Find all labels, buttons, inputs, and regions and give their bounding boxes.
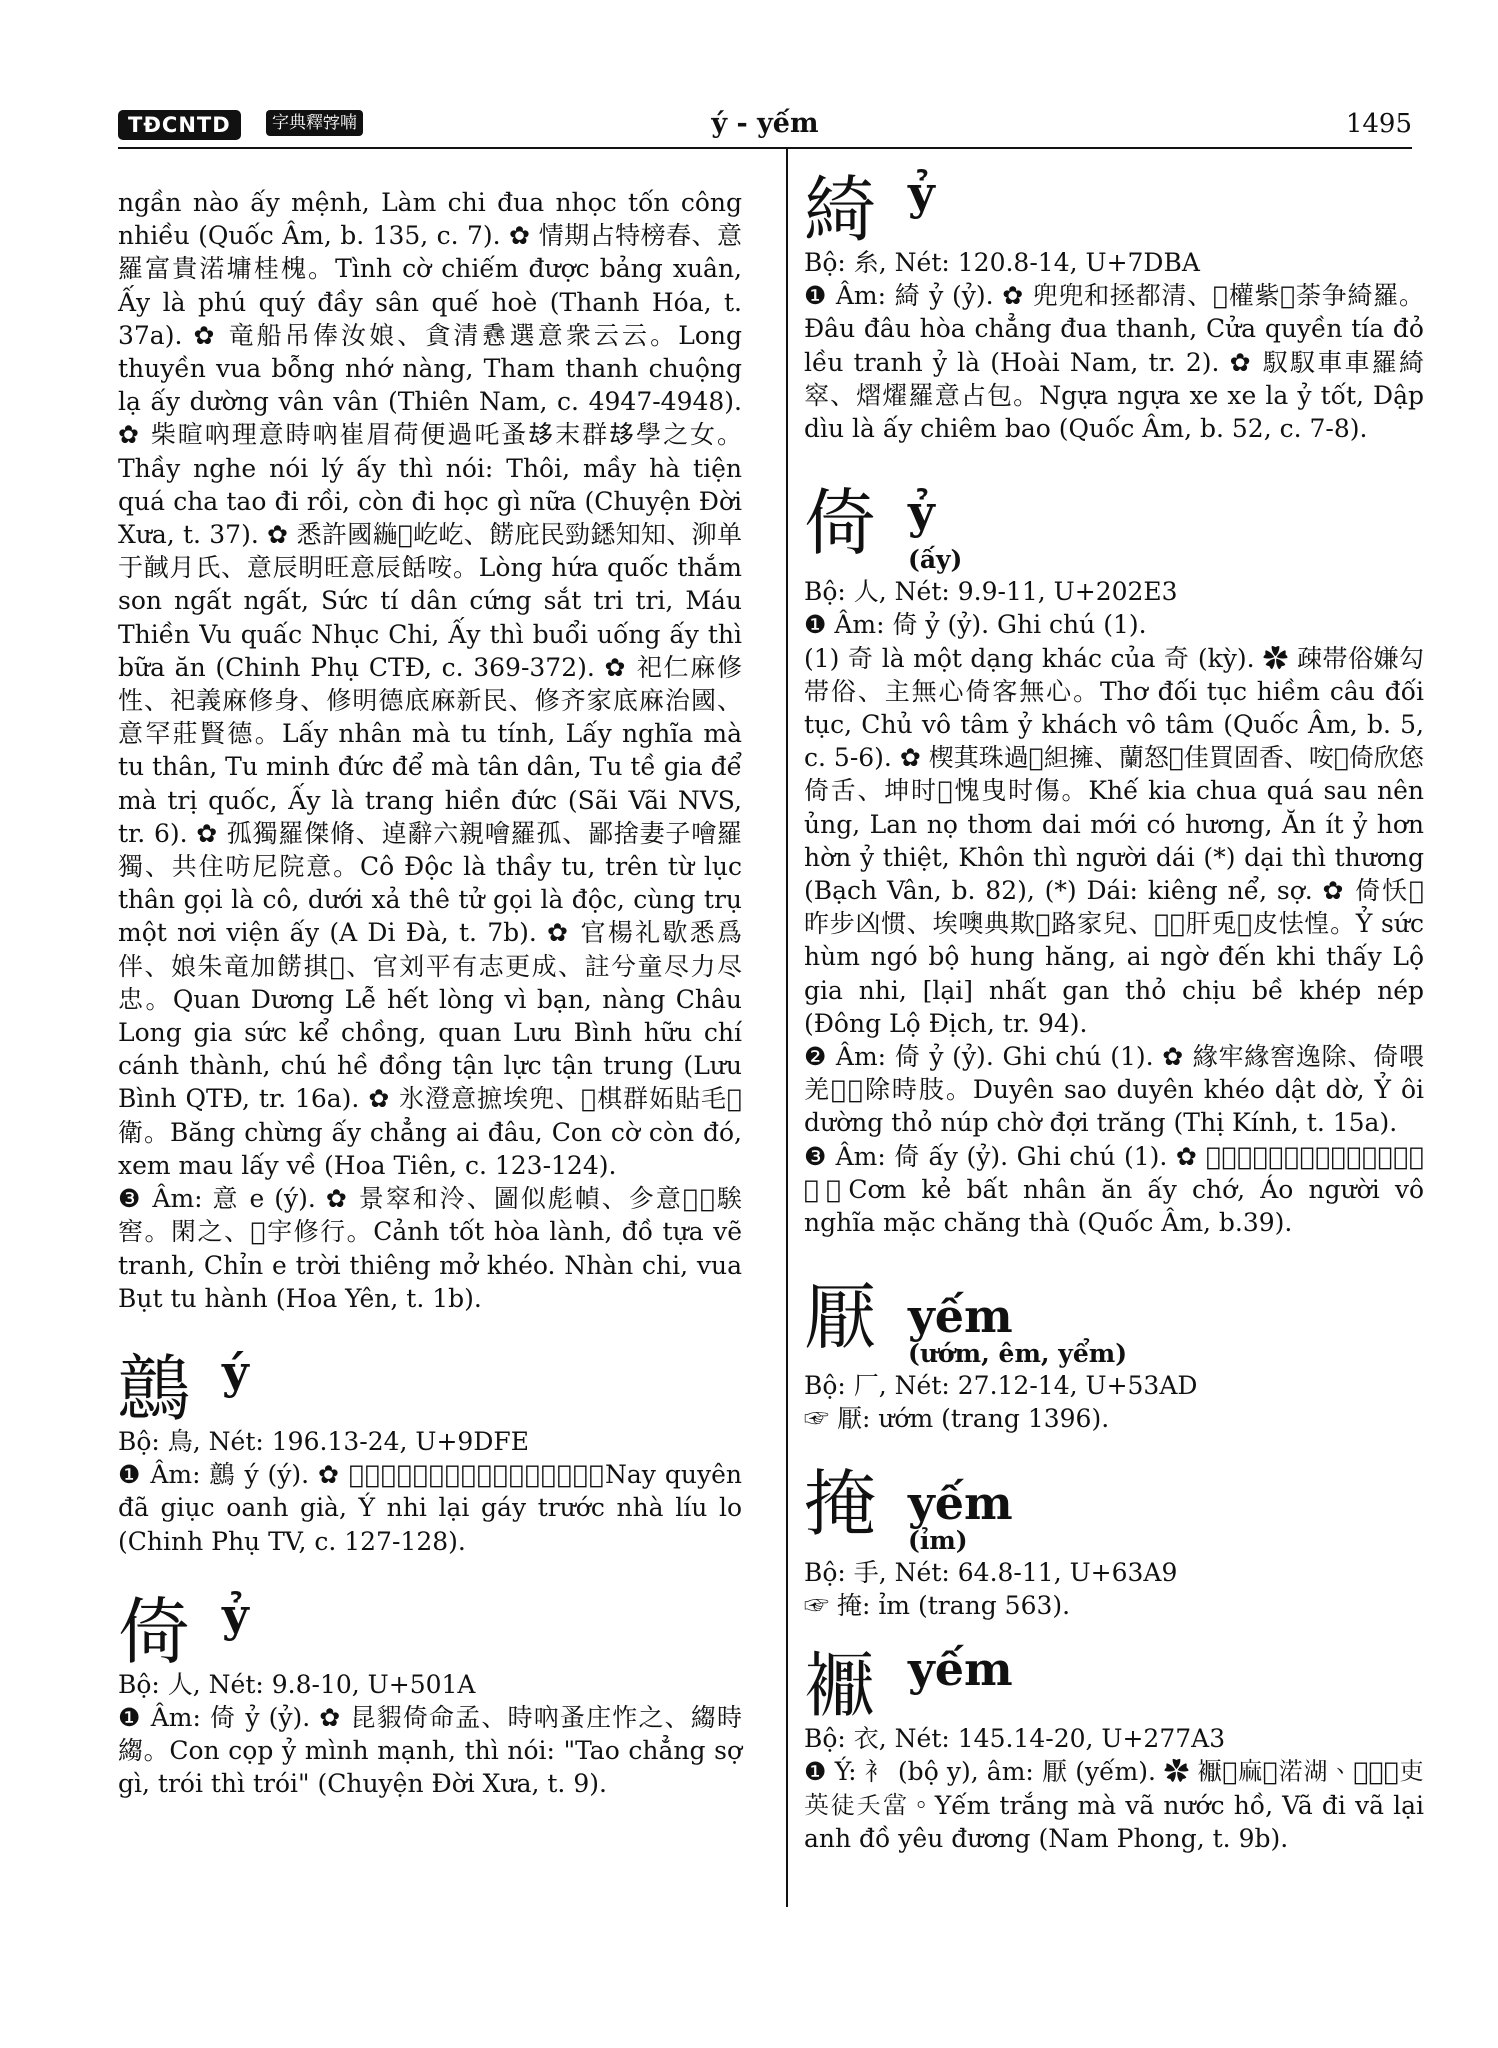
entry-body: ❶ Âm: 倚 ỷ (ỷ). ✿ 昆貑倚命孟、時吶蚤庄怍之、縐時縐。Con cọp ỷ mình mạnh, thì nói: "Tao chẳng sợ gì, trói thì trói" (Chuyện Đời Xưa, t. 9).: [118, 1702, 742, 1799]
headword-reading: ý: [222, 1344, 249, 1399]
entry-crossref: ☞ 厭: ướm (trang 1396).: [804, 1404, 1110, 1434]
right-column: [804, 166, 1424, 1855]
entry-body: ❶ Âm: 綺 ỷ (ỷ). ✿ 兜兜和拯都清、𧹼權紫𤊧荼争綺羅。Đâu đâu hòa chẳng đua thanh, Cửa quyền tía đỏ lều tranh ỷ là (Hoài Nam, tr. 2). ✿ 馭馭車車羅綺窣、熠燿羅意占包。Ngựa ngựa xe xe la ỷ tốt, Dập dìu là ấy chiêm bao (Quốc Âm, b. 52, c. 7-8).: [804, 281, 1424, 444]
left-column: [118, 186, 742, 1801]
continued-entry-text: ngần nào ấy mệnh, Làm chi đua nhọc tốn công nhiều (Quốc Âm, b. 135, c. 7). ✿ 情期占特榜春、意羅富貴渃墉桂槐。Tình cờ chiếm được bảng xuân, Ấy là phú quý đầy sân quế hoè (Thanh Hóa, t. 37a). ✿ 竜船吊俸汝娘、貪清㦌選意衆云云。Long thuyền vua bỗng nhớ nàng, Tham thanh chuộng lạ ấy dường vân vân (Thiên Nam, c. 4947-4948). ✿ 柴暄吶理意時吶崔眉荷便過吒蚤𠫾末群𠫾學之女。Thầy nghe nói lý ấy thì nói: Thôi, mầy hà tiện quá cha tao đi rồi, còn đi học gì nữa (Chuyện Đời Xưa, t. 37). ✿ 悉許國𦂛𩃳屹屹、餝庇民勁鏭知知、泖单于馘月氏、意辰眀旺意辰餂咹。Lòng hứa quốc thắm son ngất ngất, Sức tí dân cứng sắt tri tri, Máu Thiền Vu quấc Nhục Chi, Ấy thì buổi uống ấy thì bữa ăn (Chinh Phụ CTĐ, c. 369-372). ✿ 祀仁麻修性、祀義麻修身、修明德底麻新民、修齐家底麻治國、意罕莊賢德。Lấy nhân mà tu tính, Lấy nghĩa mà tu thân, Tu minh đức để mà tân dân, Tu tề gia để mà trị quốc, Ấy là trang hiền đức (Sãi Vãi NVS, tr. 6). ✿ 孤獨羅傑脩、逴辭六親噲羅孤、鄙捨妻子噲羅獨、共住㕫尼院意。Cô Độc là thầy tu, trên từ lục thân gọi là cô, dưới xả thê tử gọi là độc, cùng trụ một nơi viện ấy (A Di Đà, t. 7b). ✿ 官楊礼歇悉爲伴、娘朱竜加餝掑𩃳、官刘平有志更成、註兮童尽力尽忠。Quan Dương Lễ hết lòng vì bạn, nàng Châu Long gia sức kể chồng, quan Lưu Bình hữu chí cánh thành, chú hề đồng tận lực tận trung (Lưu Bình QTĐ, tr. 16a). ✿ 氷澄意摭埃兜、𪽫棋群妬貼毛𧡊衛。Băng chừng ấy chẳng ai đâu, Con cờ còn đó, xem mau lấy về (Hoa Tiên, c. 123-124).: [118, 188, 742, 1180]
headword-alt-reading: (ấy): [908, 545, 963, 575]
page-header: [118, 104, 1412, 144]
entry-sense-3: ❸ Âm: 意 e (ý). ✿ 景窣和泠、圖似彪幀、㐱意𣦍𣳔騃窖。閑之、𥯉宇修行。Cảnh tốt hòa lành, đồ tựa vẽ tranh, Chỉn e trời thiêng mở khéo. Nhàn chi, vua Bụt tu hành (Hoa Yên, t. 1b).: [118, 1184, 742, 1313]
headword-reading: ỷ: [222, 1587, 249, 1642]
column-divider: [786, 147, 788, 1907]
page-number: 1495: [1345, 109, 1412, 139]
headword-char: 厭: [804, 1275, 877, 1360]
entry-headword-y2: [118, 1587, 742, 1674]
entry-meta: Bộ: 厂, Nét: 27.12-14, U+53AD: [804, 1371, 1198, 1401]
entry-meta: Bộ: 衣, Nét: 145.14-20, U+277A3: [804, 1724, 1226, 1754]
headword-alt-reading: (ướm, êm, yểm): [908, 1339, 1128, 1369]
headword-reading: ỷ: [908, 166, 935, 220]
entry-sense-1: ❶ Âm: 倚 ỷ (ỷ). Ghi chú (1).: [804, 610, 1147, 640]
headword-reading: yếm: [908, 1289, 1013, 1344]
headword-char: 鷾: [118, 1346, 191, 1431]
headword-char: 綺: [804, 168, 877, 252]
entry-headword-y3: [804, 166, 1424, 252]
entry-headword-y4: [804, 475, 1424, 575]
headword-char: 倚: [804, 481, 877, 566]
entry-sense-2: ❷ Âm: 倚 ỷ (ỷ). Ghi chú (1). ✿ 緣牢緣窖逸除、倚喂羌𤠄𥄭除時肢。Duyên sao duyên khéo dật dờ, Ỷ ôi dường thỏ núp chờ đợi trăng (Thị Kính, t. 15a).: [804, 1042, 1424, 1138]
entry-note: (1) 奇 là một dạng khác của 奇 (kỳ). ✿ 疎帯俗嫌勾帯俗、主無心倚客無心。Thơ đối tục hiềm câu đối tục, Chủ vô tâm ỷ khách vô tâm (Quốc Âm, b. 5, c. 5-6). ✿ 楔萁珠過𨇜䋎擁、蘭怒𣦍佳買固香、咹𠃣倚欣㥋倚舌、坤时𢦊愧曳时傷。Khế kia chua quá sau nên ủng, Lan nọ thơm dai mới có hương, Ăn ít ỷ hơn hờn ỷ thiệt, Khôn thì người dái (*) dại thì thương (Bạch Vân, b. 82), (*) Dái: kiêng nể, sợ. ✿ 倚㤇𩵜昨步凶惯、埃噢典欺𠸛路家兒、𡄎𢢆肝兎𧿨皮怯惶。Ỷ sức hùm ngó bộ hung hăng, ai ngờ đến khi thấy Lộ gia nhi, [lại] nhất gan thỏ chịu bề khép nép (Đông Lộ Địch, tr. 94).: [804, 643, 1424, 1038]
entry-body: ❶ Ý: 衤 (bộ y), âm: 厭 (yếm). ✿ 𧞣𤽗麻𨉟渃湖、𨉟𠫾𨉟吏英徒夭當。Yếm trắng mà vã nước hồ, Vã đi vã lại anh đồ yêu đương (Nam Phong, t. 9b).: [804, 1757, 1424, 1853]
entry-crossref: ☞ 掩: ỉm (trang 563).: [804, 1590, 1071, 1620]
entry-headword-y1: [118, 1344, 742, 1431]
entry-meta: Bộ: 手, Nét: 64.8-11, U+63A9: [804, 1557, 1178, 1587]
header-rule: [118, 147, 1412, 149]
entry-meta: Bộ: 人, Nét: 9.9-11, U+202E3: [804, 577, 1178, 607]
headword-alt-reading: (ỉm): [908, 1525, 968, 1555]
running-title: ý - yếm: [711, 108, 819, 139]
entry-meta: Bộ: 糸, Nét: 120.8-14, U+7DBA: [804, 248, 1200, 277]
headword-reading: yếm: [908, 1475, 1013, 1530]
entry-sense-3: ❸ Âm: 倚 ấy (ỷ). Ghi chú (1). ✿ 𩛷几不仁咹倚渚、襖得無義𧞾庄𢬣。Cơm kẻ bất nhân ăn ấy chớ, Áo người vô nghĩa mặc chăng thà (Quốc Âm, b.39).: [804, 1141, 1424, 1238]
headword-reading: ỷ: [908, 485, 935, 540]
publisher-logo: TĐCNTD: [118, 110, 241, 140]
headword-char: 掩: [804, 1461, 877, 1546]
headword-reading: yếm: [908, 1642, 1013, 1697]
entry-body: ❶ Âm: 鷾 ý (ý). ✿ 𠅜鵬𢰊𠰘鶯𦼔、鷾鴯吏嘅𠼯茄吖呩。Nay quyên đã giục oanh già, Ý nhi lại gáy trước nhà líu lo (Chinh Phụ TV, c. 127-128).: [118, 1460, 742, 1556]
entry-meta: Bộ: 鳥, Nét: 196.13-24, U+9DFE: [118, 1426, 529, 1456]
entry-headword-yem1: [804, 1269, 1424, 1369]
entry-meta: Bộ: 人, Nét: 9.8-10, U+501A: [118, 1669, 476, 1699]
entry-headword-yem3: [804, 1642, 1424, 1729]
headword-char: 倚: [118, 1589, 191, 1674]
entry-headword-yem2: [804, 1456, 1424, 1556]
headword-char: 𧞣: [804, 1644, 877, 1729]
dictionary-logo: 字典釋𡨸喃: [266, 110, 363, 136]
